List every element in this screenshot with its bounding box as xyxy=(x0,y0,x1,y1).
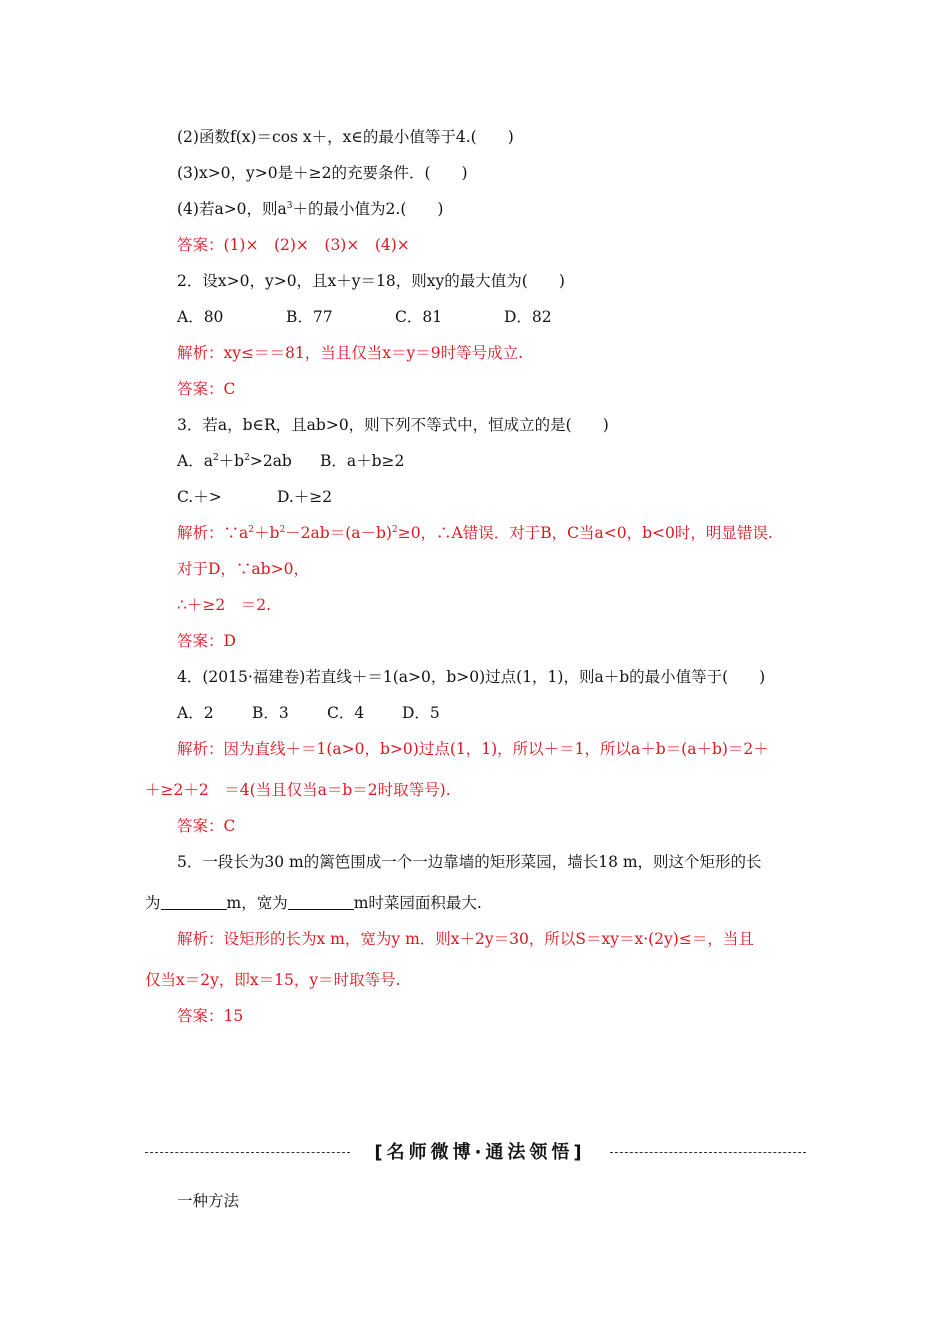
q3-option-b: B．a＋b≥2 xyxy=(320,452,405,470)
q2-option-a: A．80 xyxy=(177,308,224,326)
q4-option-d: D．5 xyxy=(402,704,440,722)
section-divider-left xyxy=(145,1152,350,1153)
q3-analysis-3: ∴＋≥2 ＝2. xyxy=(177,596,271,614)
q2-options xyxy=(177,307,552,327)
q5-answer: 答案：15 xyxy=(177,1007,244,1025)
q5-analysis-1: 解析：设矩形的长为x m，宽为y m．则x＋2y＝30，所以S＝xy＝x·(2y)≤＝，当且 xyxy=(177,930,754,948)
q3-analysis-1: 解析：$\because a^2+b^2-2ab=(a-b)^2\ge 0$，∴A错误．对于B，C当a<0，b<0时，明显错误. xyxy=(177,524,773,542)
q2-option-c: C．81 xyxy=(395,308,443,326)
q3-answer: 答案：D xyxy=(177,632,236,650)
q1-answer: 答案：(1)× (2)× (3)× (4)× xyxy=(177,236,410,254)
q5-stem-2: 为 m，宽为 m时菜园面积最大. xyxy=(145,894,482,912)
q2-analysis: 解析：xy≤＝＝81，当且仅当x＝y＝9时等号成立. xyxy=(177,344,524,362)
q5-blank-length xyxy=(161,895,227,910)
section-subtitle: 一种方法 xyxy=(177,1192,240,1210)
q2-option-d: D．82 xyxy=(504,308,552,326)
q1-item-3: (3)x>0，y>0是＋≥2的充要条件．( ) xyxy=(177,164,468,182)
q4-option-b: B．3 xyxy=(252,704,289,722)
q3-options-ab xyxy=(177,451,404,471)
q3-options-cd xyxy=(177,487,332,507)
q4-analysis-2: ＋≥2＋2 ＝4(当且仅当a＝b＝2时取等号). xyxy=(145,781,451,799)
q3-stem: 3．若a，b∈R，且ab>0，则下列不等式中，恒成立的是( ) xyxy=(177,416,609,434)
q3-analysis-2: 对于D，∵ab>0， xyxy=(177,560,309,578)
q5-analysis-2: 仅当x＝2y，即x＝15，y＝时取等号. xyxy=(145,971,401,989)
q5-blank-width xyxy=(288,895,354,910)
q4-stem: 4．(2015·福建卷)若直线＋＝1(a>0，b>0)过点(1，1)，则a＋b的最小值等于( ) xyxy=(177,668,766,686)
q4-analysis-1: 解析：因为直线＋＝1(a>0，b>0)过点(1，1)，所以＋＝1，所以a＋b＝(a＋b)＝2＋ xyxy=(177,740,769,758)
q4-answer: 答案：C xyxy=(177,817,236,835)
q1-item-4: (4)若a>0，则$a^3+$的最小值为2.( ) xyxy=(177,200,444,218)
q3-option-d: D.＋≥2 xyxy=(277,488,333,506)
q3-option-a: A．$a^2+b^2>2ab$ xyxy=(177,452,292,470)
q3-option-c: C.＋> xyxy=(177,488,222,506)
q2-stem: 2．设x>0，y>0，且x＋y＝18，则xy的最大值为( ) xyxy=(177,272,565,290)
q4-option-c: C．4 xyxy=(327,704,365,722)
q4-option-a: A．2 xyxy=(177,704,214,722)
q5-stem-1: 5．一段长为30 m的篱笆围成一个一边靠墙的矩形菜园，墙长18 m，则这个矩形的长 xyxy=(177,853,762,871)
q4-options xyxy=(177,703,440,723)
section-divider-right xyxy=(610,1152,806,1153)
q1-item-2: (2)函数f(x)＝cos x＋，x∈的最小值等于4.( ) xyxy=(177,128,514,146)
q2-option-b: B．77 xyxy=(286,308,333,326)
q2-answer: 答案：C xyxy=(177,380,236,398)
section-title: [名师微博·通法领悟] xyxy=(350,1141,610,1165)
